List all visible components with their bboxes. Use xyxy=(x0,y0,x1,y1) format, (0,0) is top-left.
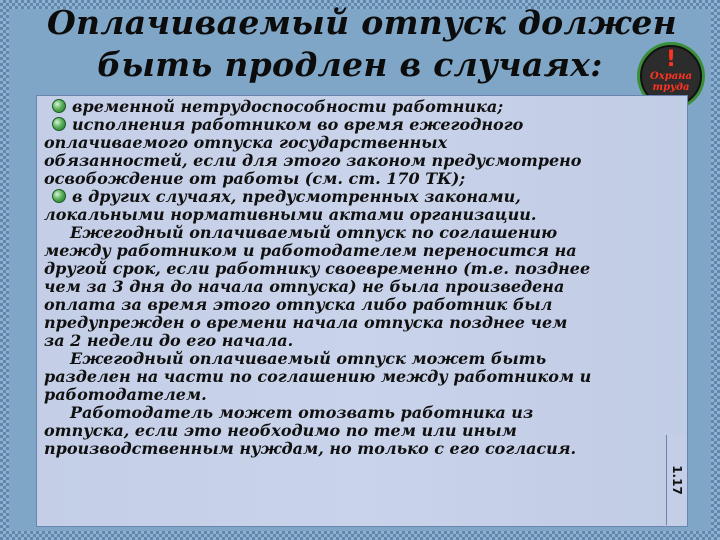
text-line: производственным нуждам, но только с его согласия. xyxy=(44,439,577,458)
line-text: исполнения работником во время ежегодного xyxy=(72,115,524,134)
bullet-item xyxy=(44,98,674,116)
title-line-2: быть продлен в случаях: xyxy=(97,45,603,84)
green-bullet-icon xyxy=(52,99,66,113)
text-line: обязанностей, если для этого законом предусмотрено xyxy=(44,151,582,170)
text-line: разделен на части по соглашению между работником и xyxy=(44,367,592,386)
paragraph-start: Ежегодный оплачиваемый отпуск по соглашению xyxy=(70,223,558,242)
text-line: предупрежден о времени начала отпуска позднее чем xyxy=(44,313,568,332)
slide-number: 1.17 xyxy=(670,465,684,495)
text-line: другой срок, если работнику своевременно (т.е. позднее xyxy=(44,259,591,278)
text-line: чем за 3 дня до начала отпуска) не была произведена xyxy=(44,277,565,296)
line-text: в других случаях, предусмотренных законами, xyxy=(72,187,521,206)
text-line: отпуска, если это необходимо по тем или иным xyxy=(44,421,517,440)
logo-text-line-1: Охрана xyxy=(650,71,692,82)
exclamation-mark: ! xyxy=(665,47,677,72)
paragraph-start: Работодатель может отозвать работника из xyxy=(70,403,534,422)
line-text: временной нетрудоспособности работника; xyxy=(72,97,504,116)
green-bullet-icon xyxy=(52,117,66,131)
text-line: за 2 недели до его начала. xyxy=(44,331,294,350)
bullet-item xyxy=(44,116,674,134)
text-line: работодателем. xyxy=(44,385,207,404)
text-line: между работником и работодателем переносится на xyxy=(44,241,577,260)
paragraph-start: Ежегодный оплачиваемый отпуск может быть xyxy=(70,349,547,368)
green-bullet-icon xyxy=(52,189,66,203)
text-line: локальными нормативными актами организации. xyxy=(44,205,537,224)
text-line: освобождение от работы (см. ст. 170 ТК); xyxy=(44,169,466,188)
bullet-item xyxy=(44,188,674,206)
text-line: оплачиваемого отпуска государственных xyxy=(44,133,448,152)
logo-text-line-2: труда xyxy=(652,82,690,93)
title-line-1: Оплачиваемый отпуск должен xyxy=(47,3,677,42)
content-text xyxy=(44,98,674,458)
text-line: оплата за время этого отпуска либо работник был xyxy=(44,295,553,314)
